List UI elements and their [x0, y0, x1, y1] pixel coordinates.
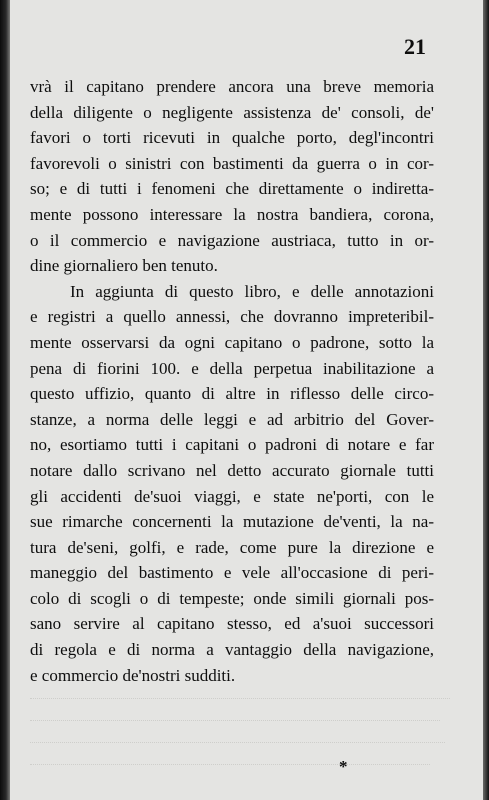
text-line: o il commercio e navigazione austriaca, tutto in or-	[30, 230, 434, 250]
text-line: mente osservarsi da ogni capitano o padrone, sotto la	[30, 332, 434, 352]
text-line: questo uffizio, quanto di altre in riflesso delle circo-	[30, 384, 434, 404]
text-line: di regola e di norma a vantaggio della navigazione,	[30, 640, 434, 660]
text-line: vrà il capitano prendere ancora una breve memoria	[30, 77, 434, 96]
text-line: della diligente o negligente assistenza de' consoli, de'	[30, 102, 434, 122]
text-line: tura de'seni, golfi, e rade, come pure la direzione e	[30, 537, 434, 557]
text-line: sano servire al capitano stesso, ed a'suoi successori	[30, 614, 434, 634]
text-line: In aggiunta di questo libro, e delle annotazioni	[70, 281, 434, 301]
text-line: so; e di tutti i fenomeni che direttamente o indiretta-	[30, 179, 434, 199]
text-line: stanze, a norma delle leggi e ad arbitrio del Gover-	[30, 409, 434, 429]
show-through-texture	[30, 690, 470, 778]
text-line: notare dallo scrivano nel detto accurato giornale tutti	[30, 460, 434, 480]
text-line: favorevoli o sinistri con bastimenti da guerra o in cor-	[30, 153, 434, 173]
text-line: gli accidenti de'suoi viaggi, e state ne'porti, con le	[30, 486, 434, 506]
page-gutter-right	[483, 0, 489, 800]
text-line: colo di scogli o di tempeste; onde simili giornali pos-	[30, 588, 434, 608]
page-gutter-left	[0, 0, 10, 800]
text-line: no, esortiamo tutti i capitani o padroni di notare e far	[30, 435, 434, 455]
text-line: pena di fiorini 100. e della perpetua inabilitazione a	[30, 358, 434, 378]
text-line: e registri a quello annessi, che dovranno impreteribil-	[30, 307, 434, 327]
text-line: sue rimarche concernenti la mutazione de'venti, la na-	[30, 512, 434, 532]
text-line: dine giornaliero ben tenuto.	[30, 256, 218, 276]
body-text	[30, 74, 434, 688]
text-line: maneggio del bastimento e vele all'occasione di peri-	[30, 563, 434, 583]
text-line: favori o torti ricevuti in qualche porto, degl'incontri	[30, 128, 434, 148]
text-line: mente possono interessare la nostra bandiera, corona,	[30, 204, 434, 224]
signature-mark: *	[339, 757, 348, 776]
text-line: e commercio de'nostri sudditi.	[30, 665, 236, 685]
page-number: 21	[404, 34, 426, 59]
